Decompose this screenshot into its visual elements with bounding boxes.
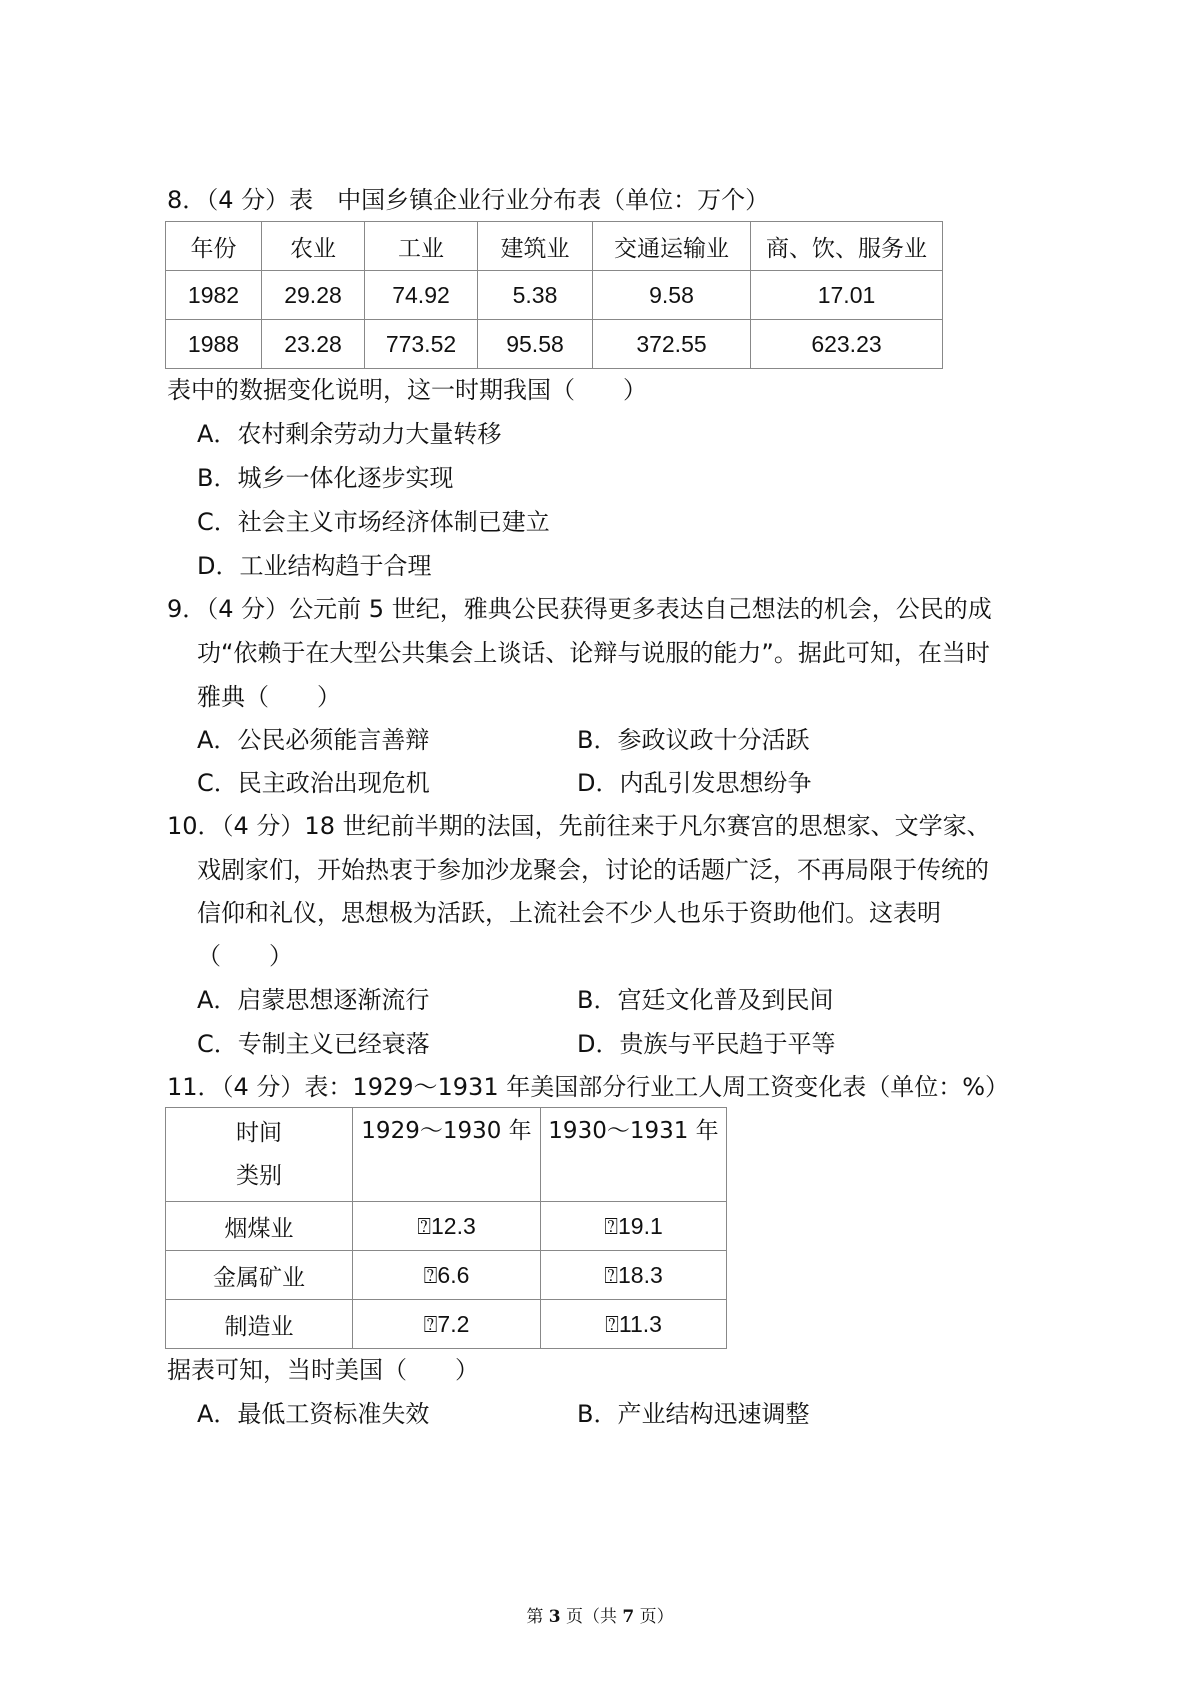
q11-option-a: A．最低工资标准失效 <box>197 1400 430 1428</box>
q10-option-d: D．贵族与平民趋于平等 <box>577 1030 836 1058</box>
table-cell: ⍰11.3 <box>541 1300 727 1349</box>
table-cell: 773.52 <box>365 320 478 369</box>
table-corner-cell <box>166 1108 353 1202</box>
q11-option-b: B．产业结构迅速调整 <box>577 1400 810 1428</box>
q8-table <box>165 221 943 369</box>
q11-stem: 11．（4 分）表：1929～1931 年美国部分行业工人周工资变化表（单位：%） <box>167 1073 1010 1101</box>
table-header: 商、饮、服务业 <box>751 222 943 271</box>
page-footer: 第 3 页（共 7 页） <box>526 1607 674 1627</box>
q10-option-b: B．宫廷文化普及到民间 <box>577 986 834 1014</box>
table-cell: 74.92 <box>365 271 478 320</box>
page-total: 7 <box>622 1607 635 1627</box>
table-row <box>166 320 943 369</box>
table-header: 交通运输业 <box>593 222 751 271</box>
table-cell: ⍰19.1 <box>541 1202 727 1251</box>
sign-glyph: ⍰ <box>605 1310 619 1337</box>
table-cell: 29.28 <box>262 271 365 320</box>
table-row <box>166 1108 727 1202</box>
table-header: 年份 <box>166 222 262 271</box>
table-cell: 1982 <box>166 271 262 320</box>
table-header: 1930～1931 年 <box>541 1108 727 1202</box>
table-row <box>166 1300 727 1349</box>
sign-glyph: ⍰ <box>604 1261 619 1288</box>
q8-stem: 8．（4 分）表 中国乡镇企业行业分布表（单位：万个） <box>167 186 770 214</box>
q8-option-d: D．工业结构趋于合理 <box>197 552 432 580</box>
q9-option-d: D．内乱引发思想纷争 <box>577 769 812 797</box>
q10-line-1: 10．（4 分）18 世纪前半期的法国，先前往来于凡尔赛宫的思想家、文学家、 <box>167 812 991 840</box>
q9-line-2: 功“依赖于在大型公共集会上谈话、论辩与说服的能力”。据此可知，在当时 <box>197 639 990 667</box>
page-number: 3 <box>548 1607 561 1627</box>
table-row <box>166 222 943 271</box>
table-header: 1929～1930 年 <box>353 1108 541 1202</box>
q8-option-a: A．农村剩余劳动力大量转移 <box>197 420 502 448</box>
table-cell: 17.01 <box>751 271 943 320</box>
table-cell: 372.55 <box>593 320 751 369</box>
q10-line-3: 信仰和礼仪，思想极为活跃，上流社会不少人也乐于资助他们。这表明 <box>197 899 941 927</box>
sign-glyph: ⍰ <box>604 1212 619 1239</box>
table-cell: 烟煤业 <box>166 1202 353 1251</box>
table-cell: ⍰12.3 <box>353 1202 541 1251</box>
q9-option-c: C．民主政治出现危机 <box>197 769 430 797</box>
table-row <box>166 271 943 320</box>
table-cell: 制造业 <box>166 1300 353 1349</box>
q8-question: 表中的数据变化说明，这一时期我国（ ） <box>167 376 647 404</box>
sign-glyph: ⍰ <box>417 1212 432 1239</box>
q11-table <box>165 1107 727 1349</box>
table-row <box>166 1202 727 1251</box>
q10-option-a: A．启蒙思想逐渐流行 <box>197 986 430 1014</box>
table-header: 工业 <box>365 222 478 271</box>
table-cell: ⍰6.6 <box>353 1251 541 1300</box>
table-cell: 23.28 <box>262 320 365 369</box>
q10-option-c: C．专制主义已经衰落 <box>197 1030 430 1058</box>
table-cell: 1988 <box>166 320 262 369</box>
table-cell: ⍰7.2 <box>353 1300 541 1349</box>
table-corner-bottom: 类别 <box>236 1163 282 1189</box>
table-header: 农业 <box>262 222 365 271</box>
q8-option-c: C．社会主义市场经济体制已建立 <box>197 508 550 536</box>
table-row <box>166 1251 727 1300</box>
q9-line-1: 9．（4 分）公元前 5 世纪，雅典公民获得更多表达自己想法的机会，公民的成 <box>167 595 992 623</box>
table-cell: 金属矿业 <box>166 1251 353 1300</box>
q9-line-3: 雅典（ ） <box>197 683 341 711</box>
q10-line-4: （ ） <box>197 942 293 970</box>
q8-option-b: B．城乡一体化逐步实现 <box>197 464 454 492</box>
sign-glyph: ⍰ <box>423 1310 438 1337</box>
q9-option-a: A．公民必须能言善辩 <box>197 726 430 754</box>
q9-option-b: B．参政议政十分活跃 <box>577 726 810 754</box>
q10-line-2: 戏剧家们，开始热衷于参加沙龙聚会，讨论的话题广泛，不再局限于传统的 <box>197 856 989 884</box>
table-corner-top: 时间 <box>236 1120 282 1146</box>
table-cell: ⍰18.3 <box>541 1251 727 1300</box>
table-cell: 9.58 <box>593 271 751 320</box>
table-header: 建筑业 <box>478 222 593 271</box>
table-cell: 95.58 <box>478 320 593 369</box>
sign-glyph: ⍰ <box>423 1261 438 1288</box>
table-cell: 5.38 <box>478 271 593 320</box>
q11-question: 据表可知，当时美国（ ） <box>167 1356 479 1384</box>
table-cell: 623.23 <box>751 320 943 369</box>
